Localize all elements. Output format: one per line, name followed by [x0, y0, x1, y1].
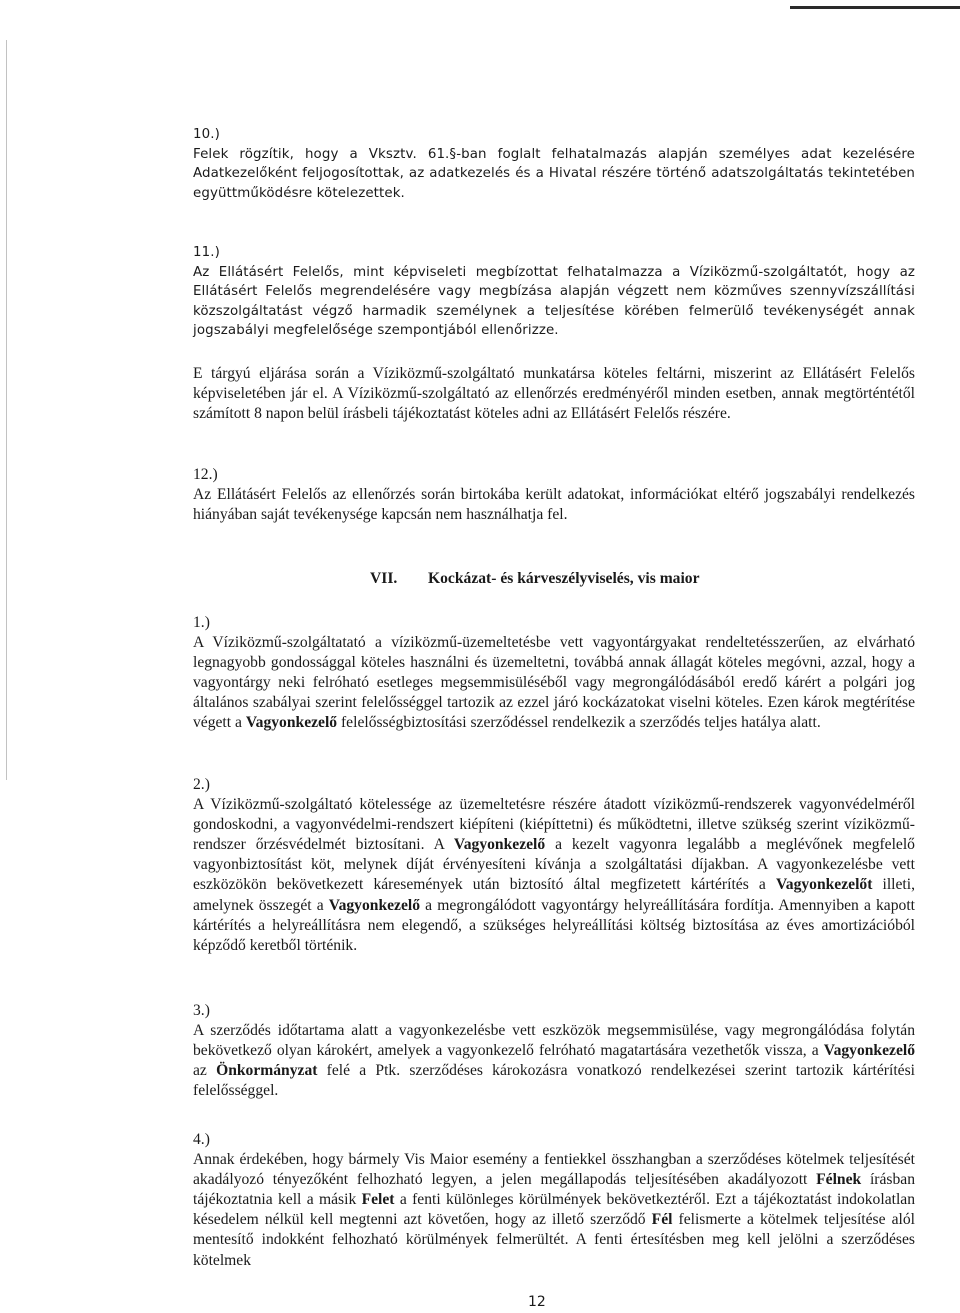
point-3 — [193, 1001, 915, 1101]
bold-term: Fél — [651, 1211, 673, 1229]
bold-term: Félnek — [816, 1171, 862, 1189]
point-number: 4.) — [193, 1131, 210, 1148]
chapter-title: Kockázat- és kárveszélyviselés, vis maior — [428, 570, 700, 587]
page-number: 12 — [528, 1294, 546, 1310]
section-text: Az Ellátásért Felelős az ellenőrzés során birtokába került adatokat, információkat eltérő jogszabályi rendelkezés hiányában saját tevékenysége kapcsán nem használhatja fel. — [193, 486, 915, 524]
section-number: 12.) — [193, 466, 218, 483]
point-4 — [193, 1130, 915, 1271]
point-number: 1.) — [193, 614, 210, 631]
section-10 — [193, 125, 915, 203]
scan-top-mark — [790, 6, 960, 9]
point-text: A Víziközmű-szolgáltatató a víziközmű-üzemeltetésbe vett vagyontárgyakat rendeltetésszerűen, az elvárható legnagyobb gondossággal köteles használni és üzemeltetni, továbbá annak állagát köteles megóvni, azzal, hogy a vagyontárgy neki felróható esetleges megsemmisüléséből vagy megrongálódásából eredő kárért a polgári jog általános szabályai szerint felelősséggel tartozik az ezzel járó kockázatokat viselni köteles. Ezen károk megtérítése végett a Vagyonkezelő felelősségbiztosítási szerződéssel rendelkezik a szerződés teljes hatálya alatt. — [193, 634, 915, 732]
section-11 — [193, 243, 915, 341]
chapter-roman-numeral: VII. — [370, 570, 398, 587]
point-text: Annak érdekében, hogy bármely Vis Maior esemény a fentiekkel összhangban a szerződéses kötelmek teljesítését akadályozó tényezőként felhozható legyen, a jelen megállapodás teljesítésében akadályozott Félnek írásban tájékoztatnia kell a másik Felet a fenti különleges körülmények bekövetkeztéről. Ezt a tájékoztatást indokolatlan késedelem nélkül kell megtenni azt követően, hogy az illető szerződő Fél felismerte a kötelmek teljesítése alól mentesítő indokként felhozható körülmények felmerültét. A fenti értesítésben meg kell jelölni a szerződéses kötelmek — [193, 1151, 915, 1269]
chapter-heading — [370, 570, 700, 588]
bold-term: Vagyonkezelő — [453, 836, 546, 854]
section-number: 11.) — [193, 245, 220, 260]
point-number: 3.) — [193, 1002, 210, 1019]
bold-term: Vagyonkezelő — [245, 714, 338, 732]
section-number: 10.) — [193, 127, 220, 142]
bold-term: Önkormányzat — [216, 1062, 318, 1080]
point-number: 2.) — [193, 776, 210, 793]
section-11-continuation — [193, 364, 915, 424]
section-text: Az Ellátásért Felelős, mint képviseleti megbízottat felhatalmazza a Víziközmű-szolgáltatót, hogy az Ellátásért Felelős megrendelésére vagy megbízása alapján végzett nem közműves szennyvízszállítási közszolgáltatást végző harmadik személynek a teljesítése körében felmerülő tevékenységét annak jogszabályi megfelelősége szempontjából ellenőrizze. — [193, 264, 915, 339]
bold-term: Felet — [361, 1191, 395, 1209]
bold-term: Vagyonkezelő — [823, 1042, 915, 1060]
section-text: E tárgyú eljárása során a Víziközmű-szolgáltató munkatársa köteles feltárni, miszerint az Ellátásért Felelős képviseletében jár el. A Víziközmű-szolgáltató az ellenőrzés eredményéről minden esetben, annak megtörténtétől számított 8 napon belül írásbeli tájékoztatást köteles adni az Ellátásért Felelős részére. — [193, 365, 915, 423]
section-12 — [193, 465, 915, 525]
point-text: A Víziközmű-szolgáltató kötelessége az üzemeltetésre részére átadott víziközmű-rendszerek vagyonvédelméről gondoskodni, a vagyonvédelmi-rendszert kiépíteni (kiépíttetni) és működtetni, illetve szükség szerint víziközmű-rendszer őrzésvédelmét biztosítani. A Vagyonkezelő a kezelt vagyonra legalább a meglévőnek megfelelő vagyonbiztosítást köt, melynek díját érvényesíteni kívánja a szolgáltatási díjakban. A vagyonkezelésbe vett eszközökön bekövetkezett káresemények után biztosító által megfizetett kártérítés a Vagyonkezelőt illeti, amelynek összegét a Vagyonkezelő a megrongálódott vagyontárgy helyreállítására fordítja. Amennyiben a kapott kártérítés a helyreállításra nem elegendő, a szükséges helyreállítási költség biztosítása az éves amortizációból képződő keretből történik. — [193, 796, 915, 954]
scan-edge-line — [6, 40, 7, 780]
bold-term: Vagyonkezelőt — [775, 876, 873, 894]
point-text: A szerződés időtartama alatt a vagyonkezelésbe vett eszközök megsemmisülése, vagy megrongálódása folytán bekövetkező olyan károkért, amelyek a vagyonkezelő felróható magatartására vezethetők vissza, a Vagyonkezelő az Önkormányzat felé a Ptk. szerződéses károkozásra vonatkozó rendelkezései szerint tartozik kártérítési felelősséggel. — [193, 1022, 915, 1100]
point-1 — [193, 613, 915, 734]
point-2 — [193, 775, 915, 956]
section-text: Felek rögzítik, hogy a Vksztv. 61.§-ban foglalt felhatalmazás alapján személyes adat kezelésére Adatkezelőként feljogosítottak, az adatkezelés és a Hivatal részére történő adatszolgáltatás tekintetében együttműködésre kötelezettek. — [193, 146, 915, 201]
bold-term: Vagyonkezelő — [328, 896, 421, 914]
